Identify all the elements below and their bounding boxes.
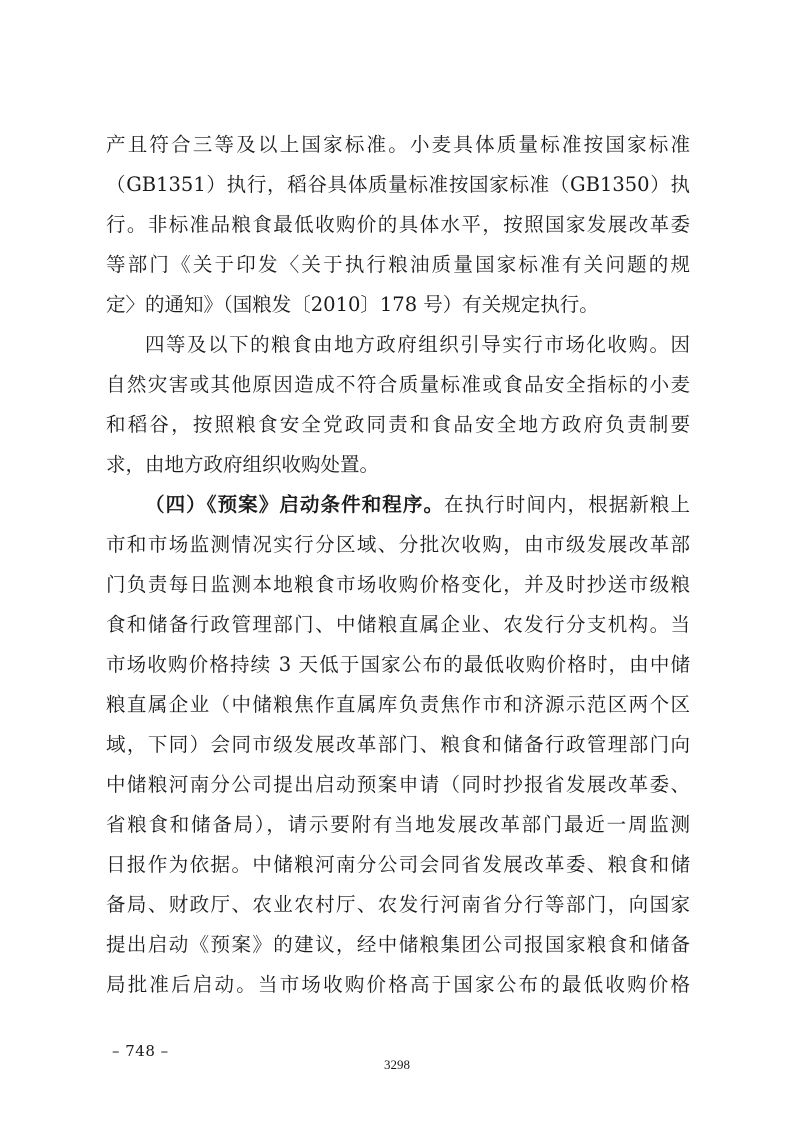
text-line: （GB1351）执行，稻谷具体质量标准按国家标准（GB1350）执 (106, 173, 690, 196)
text-line: 行。非标准品粮食最低收购价的具体水平，按照国家发展改革委 (106, 213, 690, 236)
text-line: 产且符合三等及以上国家标准。小麦具体质量标准按国家标准 (106, 133, 690, 156)
text-line: 自然灾害或其他原因造成不符合质量标准或食品安全指标的小麦 (106, 373, 690, 396)
text-line: 省粮食和储备局），请示要附有当地发展改革部门最近一周监测 (106, 813, 690, 836)
text-line: 提出启动《预案》的建议，经中储粮集团公司报国家粮食和储备 (106, 933, 690, 956)
text-line: 日报作为依据。中储粮河南分公司会同省发展改革委、粮食和储 (106, 853, 690, 876)
section-heading: （四）《预案》启动条件和程序。 (145, 493, 445, 516)
text-line: 市场收购价格持续 3 天低于国家公布的最低收购价格时，由中储 (106, 653, 690, 676)
text-line: 域，下同）会同市级发展改革部门、粮食和储备行政管理部门向 (106, 733, 690, 756)
text-line: 等部门《关于印发〈关于执行粮油质量国家标准有关问题的规 (106, 253, 690, 276)
text-line: 四等及以下的粮食由地方政府组织引导实行市场化收购。因 (145, 333, 690, 356)
document-number: 3298 (384, 1057, 410, 1072)
page-number: – 748 – (112, 1042, 169, 1060)
text-line: 求，由地方政府组织收购处置。 (106, 453, 380, 476)
text-line: 中储粮河南分公司提出启动预案申请（同时抄报省发展改革委、 (106, 773, 690, 796)
text-line: 备局、财政厅、农业农村厅、农发行河南省分行等部门，向国家 (106, 893, 690, 916)
text-span: 在执行时间内，根据新粮上 (444, 493, 690, 516)
text-line (145, 485, 690, 525)
text-line: 食和储备行政管理部门、中储粮直属企业、农发行分支机构。当 (106, 613, 690, 636)
text-line: 市和市场监测情况实行分区域、分批次收购，由市级发展改革部 (106, 533, 690, 556)
text-line: 定〉的通知》（国粮发〔2010〕178 号）有关规定执行。 (106, 293, 599, 316)
text-line: 局批准后启动。当市场收购价格高于国家公布的最低收购价格 (106, 973, 690, 996)
text-line: 门负责每日监测本地粮食市场收购价格变化，并及时抄送市级粮 (106, 573, 690, 596)
text-line: 粮直属企业（中储粮焦作直属库负责焦作市和济源示范区两个区 (106, 693, 690, 716)
text-line: 和稻谷，按照粮食安全党政同责和食品安全地方政府负责制要 (106, 413, 690, 436)
